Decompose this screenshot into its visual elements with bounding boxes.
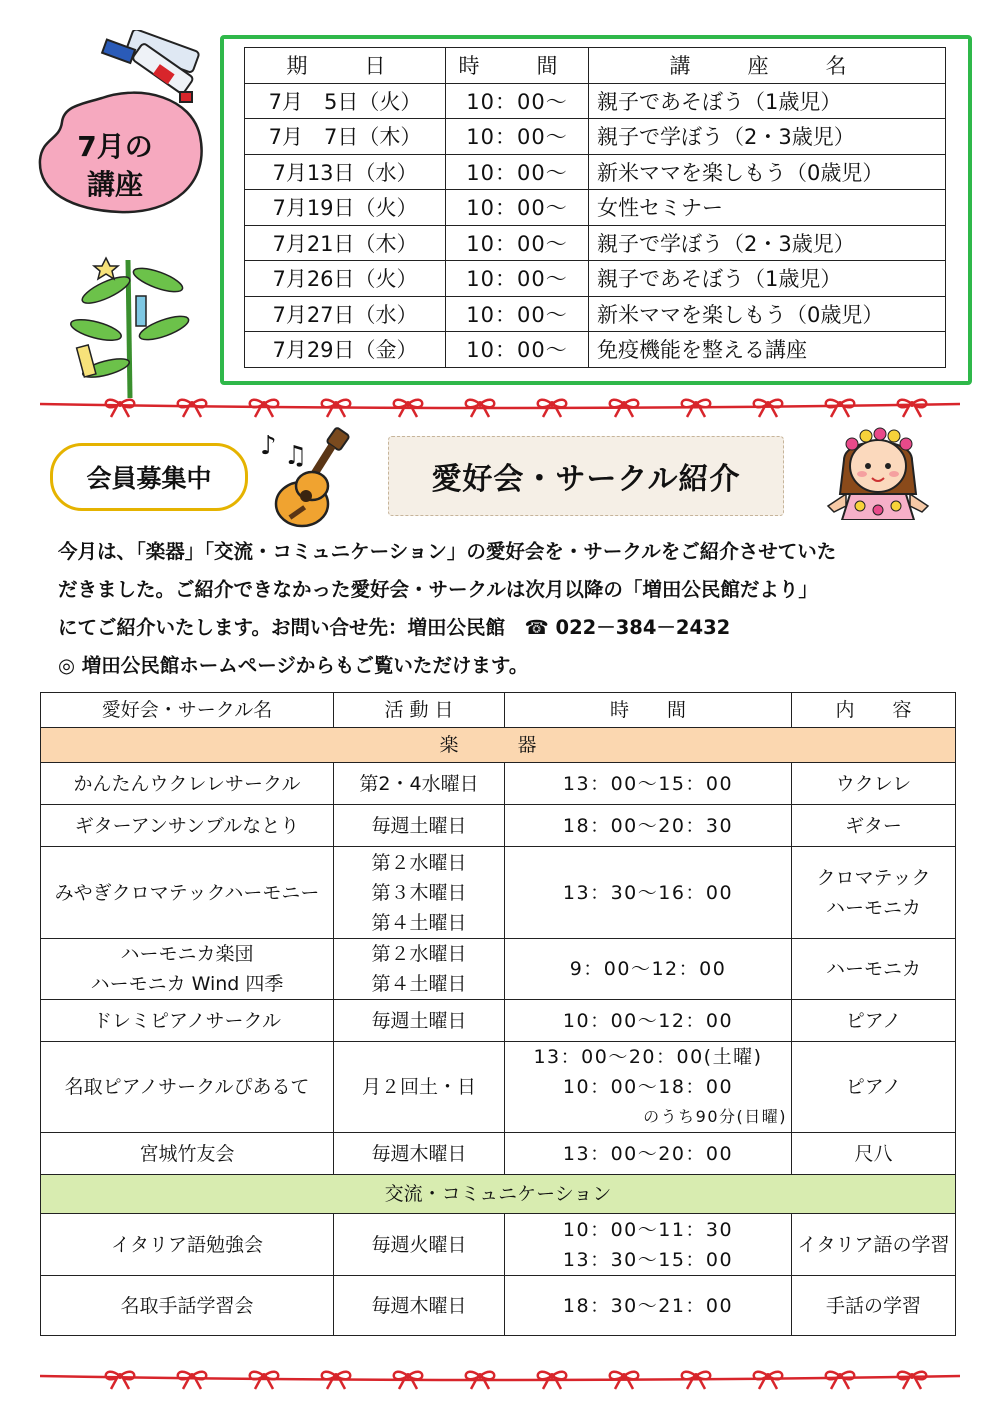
- table-row: [245, 225, 946, 261]
- header-time: 時 間: [446, 48, 589, 84]
- ribbon-bow-icon: [250, 400, 279, 417]
- table-row: [245, 119, 946, 155]
- activity-days: [334, 763, 505, 805]
- circle-name: [41, 847, 334, 939]
- activity-time: [505, 763, 792, 805]
- ribbon-bow-icon: [106, 1372, 135, 1389]
- recruit-badge: 会員募集中: [50, 443, 248, 511]
- activity-days: [334, 1000, 505, 1042]
- activity-days-line: 第２水曜日: [371, 851, 467, 874]
- intro-paragraph: [58, 533, 958, 685]
- course-time: 10：00～: [446, 190, 589, 226]
- activity-content-line: ギター: [845, 814, 902, 837]
- activity-days: [334, 1042, 505, 1133]
- ribbon-bow-icon: [106, 400, 135, 417]
- intro-line: 今月は、「楽器」「交流・コミュニケーション」の愛好会を・サークルをご紹介させていた: [58, 540, 837, 563]
- header-circle-name: 愛好会・サークル名: [41, 693, 334, 728]
- badge-line2: 講座: [86, 168, 143, 201]
- ribbon-bow-icon: [754, 400, 783, 417]
- circle-name-line: ハーモニカ楽団: [120, 943, 254, 965]
- course-date: 7月 7日（木）: [245, 119, 446, 155]
- activity-days-line: 第４土曜日: [371, 973, 467, 995]
- course-time: 10：00～: [446, 332, 589, 368]
- course-time: 10：00～: [446, 225, 589, 261]
- activity-content: [792, 1000, 956, 1042]
- intro-homepage-line: ◎ 増田公民館ホームページからもご覧いただけます。: [58, 654, 529, 677]
- activity-days: [334, 1133, 505, 1175]
- table-row: [41, 1133, 956, 1175]
- activity-days: [334, 1214, 505, 1276]
- activity-days-line: 月２回土・日: [361, 1076, 476, 1098]
- activity-time-line: 13：00～20：00(土曜): [533, 1046, 763, 1068]
- activity-days: [334, 805, 505, 847]
- course-date: 7月27日（水）: [245, 296, 446, 332]
- activity-content-line: 手話の学習: [825, 1294, 921, 1317]
- activity-days-line: 毎週木曜日: [371, 1294, 467, 1317]
- table-row: [41, 1276, 956, 1336]
- circle-name-line: かんたんウクレレサークル: [73, 772, 301, 795]
- table-row: [245, 332, 946, 368]
- activity-time-line: 10：00～12：00: [562, 1009, 734, 1032]
- activity-days-line: 毎週木曜日: [371, 1142, 467, 1165]
- activity-time-line: 9：00～12：00: [569, 958, 727, 980]
- ribbon-bow-icon: [826, 1372, 855, 1389]
- course-name: 親子で学ぼう（2・3歳児）: [589, 119, 946, 155]
- activity-time-line: 18：30～21：00: [562, 1294, 734, 1317]
- course-time: 10：00～: [446, 261, 589, 297]
- circle-name: [41, 1276, 334, 1336]
- table-row: [245, 154, 946, 190]
- activity-content: [792, 1214, 956, 1276]
- activity-days-line: 第３木曜日: [371, 881, 467, 904]
- activity-time: [505, 1276, 792, 1336]
- table-row: [245, 190, 946, 226]
- activity-time: [505, 1000, 792, 1042]
- table-row: [245, 83, 946, 119]
- circle-name-line: みやぎクロマテックハーモニー: [54, 881, 320, 904]
- activity-days-line: 毎週火曜日: [371, 1233, 467, 1256]
- circle-name-line: 名取手話学習会: [120, 1294, 254, 1317]
- ribbon-bow-icon: [898, 1372, 927, 1389]
- table-row: [41, 1214, 956, 1276]
- activity-days-line: 毎週土曜日: [371, 814, 467, 837]
- activity-time-line: 10：00～11：30: [562, 1218, 734, 1241]
- ribbon-bow-icon: [754, 1372, 783, 1389]
- course-date: 7月13日（水）: [245, 154, 446, 190]
- girl-flower-crown-icon: [816, 416, 940, 520]
- course-name: 女性セミナー: [589, 190, 946, 226]
- july-courses-badge: [40, 128, 190, 204]
- activity-content: [792, 805, 956, 847]
- activity-days-line: 毎週土曜日: [371, 1009, 467, 1032]
- activity-content-line: ピアノ: [845, 1009, 902, 1032]
- circle-name: [41, 1214, 334, 1276]
- course-time: 10：00～: [446, 154, 589, 190]
- intro-line: だきました。ご紹介できなかった愛好会・サークルは次月以降の「増田公民館だより」: [58, 578, 818, 601]
- course-time: 10：00～: [446, 83, 589, 119]
- header-content: 内 容: [792, 693, 956, 728]
- course-date: 7月26日（火）: [245, 261, 446, 297]
- activity-content: [792, 939, 956, 1000]
- course-name: 新米ママを楽しもう（0歳児）: [589, 296, 946, 332]
- activity-days-line: 第2・4水曜日: [359, 772, 479, 795]
- category-communication: [41, 1175, 956, 1214]
- circle-name-line: ハーモニカ Wind 四季: [90, 973, 284, 995]
- course-name: 免疫機能を整える講座: [589, 332, 946, 368]
- activity-days: [334, 847, 505, 939]
- course-date: 7月21日（木）: [245, 225, 446, 261]
- table-row: [41, 1000, 956, 1042]
- activity-content: [792, 1042, 956, 1133]
- course-time: 10：00～: [446, 119, 589, 155]
- activity-time-line: のうち90分(日曜): [643, 1107, 787, 1126]
- activity-time-line: 18：00～20：30: [562, 814, 734, 837]
- activity-days: [334, 1276, 505, 1336]
- activity-time: [505, 1133, 792, 1175]
- svg-text:♪: ♪: [260, 431, 277, 461]
- course-name: 親子で学ぼう（2・3歳児）: [589, 225, 946, 261]
- course-name: 親子であそぼう（1歳児）: [589, 261, 946, 297]
- activity-time: [505, 1214, 792, 1276]
- ribbon-divider-bottom: [40, 1362, 960, 1390]
- activity-content: [792, 1133, 956, 1175]
- ribbon-divider-top: [40, 390, 960, 418]
- intro-contact-line: にてご紹介いたします。お問い合せ先：増田公民館 ☎ 022－384－2432: [58, 616, 731, 639]
- section-title: 愛好会・サークル紹介: [388, 436, 784, 516]
- activity-content-line: イタリア語の学習: [797, 1233, 950, 1256]
- course-name: 新米ママを楽しもう（0歳児）: [589, 154, 946, 190]
- circle-table: [40, 692, 956, 1336]
- activity-content: [792, 1276, 956, 1336]
- table-row: [41, 847, 956, 939]
- ribbon-bow-icon: [826, 400, 855, 417]
- activity-time-line: 10：00～18：00: [562, 1076, 734, 1098]
- table-row: [41, 805, 956, 847]
- category-instruments-label: 楽 器: [41, 728, 956, 763]
- activity-time-line: 13：00～20：00: [562, 1142, 734, 1165]
- circle-name: [41, 805, 334, 847]
- header-date: 期 日: [245, 48, 446, 84]
- circle-name-line: 宮城竹友会: [139, 1142, 235, 1165]
- activity-content-line: 尺八: [854, 1142, 893, 1165]
- ribbon-bow-icon: [250, 1372, 279, 1389]
- svg-text:♫: ♫: [284, 441, 308, 468]
- course-name: 親子であそぼう（1歳児）: [589, 83, 946, 119]
- activity-days: [334, 939, 505, 1000]
- ukulele-icon: [272, 424, 372, 534]
- table-row: [245, 296, 946, 332]
- activity-content-line: ピアノ: [845, 1076, 902, 1098]
- tanabata-bamboo-icon: [66, 250, 196, 400]
- circle-name: [41, 1133, 334, 1175]
- activity-content: [792, 763, 956, 805]
- activity-time-line: 13：30～15：00: [562, 1248, 734, 1271]
- circle-name-line: イタリア語勉強会: [110, 1233, 263, 1256]
- category-communication-label: 交流・コミュニケーション: [41, 1175, 956, 1214]
- activity-content-line: ハーモニカ: [825, 896, 921, 919]
- activity-time: [505, 1042, 792, 1133]
- activity-content-line: ウクレレ: [835, 772, 912, 795]
- circle-name-line: ギターアンサンブルなとり: [74, 814, 300, 837]
- course-date: 7月 5日（火）: [245, 83, 446, 119]
- course-time: 10：00～: [446, 296, 589, 332]
- activity-time: [505, 847, 792, 939]
- ribbon-bow-icon: [178, 400, 207, 417]
- july-schedule-box: [220, 35, 972, 385]
- activity-time: [505, 805, 792, 847]
- circle-name-line: 名取ピアノサークルぴあるて: [64, 1076, 310, 1098]
- july-schedule-table: [244, 47, 946, 368]
- ribbon-bow-icon: [178, 1372, 207, 1389]
- circle-header-row: [41, 693, 956, 728]
- activity-content: [792, 847, 956, 939]
- table-row: [41, 939, 956, 1000]
- schedule-header-row: [245, 48, 946, 84]
- badge-line1: 7月の: [77, 130, 153, 163]
- activity-time-line: 13：30～16：00: [562, 881, 734, 904]
- category-instruments: [41, 728, 956, 763]
- course-date: 7月29日（金）: [245, 332, 446, 368]
- circle-name: [41, 1042, 334, 1133]
- header-time: 時 間: [505, 693, 792, 728]
- activity-time-line: 13：00～15：00: [562, 772, 734, 795]
- table-row: [41, 763, 956, 805]
- circle-table-body: [41, 728, 956, 1336]
- table-row: [41, 1042, 956, 1133]
- activity-days-line: 第２水曜日: [371, 943, 467, 965]
- circle-name: [41, 763, 334, 805]
- header-course: 講 座 名: [589, 48, 946, 84]
- activity-content-line: クロマテック: [816, 866, 931, 889]
- activity-days-line: 第４土曜日: [371, 911, 467, 934]
- ribbon-bow-icon: [898, 400, 927, 417]
- circle-name-line: ドレミピアノサークル: [93, 1009, 281, 1032]
- circle-name: [41, 1000, 334, 1042]
- table-row: [245, 261, 946, 297]
- circle-name: [41, 939, 334, 1000]
- header-activity-day: 活 動 日: [334, 693, 505, 728]
- activity-time: [505, 939, 792, 1000]
- course-date: 7月19日（火）: [245, 190, 446, 226]
- activity-content-line: ハーモニカ: [825, 958, 921, 980]
